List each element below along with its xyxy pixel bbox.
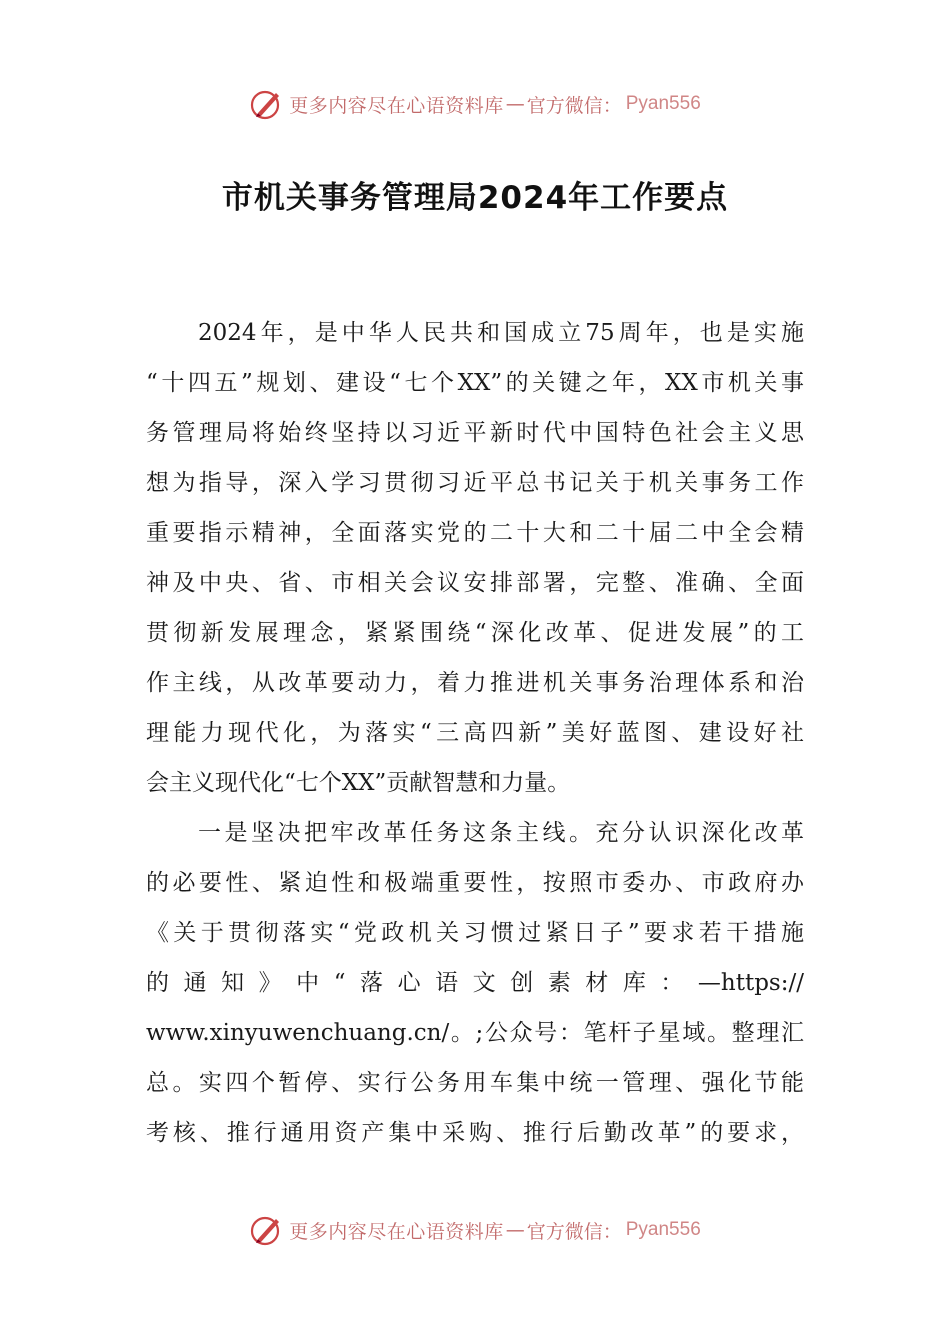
text-line: 的通知》中“落心语文创素材库：—https:// (146, 970, 804, 996)
text-line: 贯彻新发展理念，紧紧围绕“深化改革、促进发展”的工 (146, 620, 804, 646)
text-line: 总。实四个暂停、实行公务用车集中统一管理、强化节能 (146, 1070, 804, 1096)
banner-wechat-label: 官方微信： (526, 94, 622, 117)
document-body (146, 308, 804, 1158)
text-line: 想为指导，深入学习贯彻习近平总书记关于机关事务工作 (146, 470, 804, 496)
text-line: 重要指示精神，全面落实党的二十大和二十届二中全会精 (146, 520, 804, 546)
document-title: 市机关事务管理局2024年工作要点 (221, 180, 729, 216)
text-line: 神及中央、省、市相关会议安排部署，完整、准确、全面 (146, 570, 804, 596)
text-line: 《关于贯彻落实“党政机关习惯过紧日子”要求若干措施 (146, 920, 804, 946)
paragraph-item-one (146, 808, 804, 1158)
banner-separator: — (505, 1219, 525, 1241)
banner-wechat-id: Pyan556 (625, 93, 701, 114)
text-line: 理能力现代化，为落实“三高四新”美好蓝图、建设好社 (146, 720, 804, 746)
pen-logo-icon (249, 86, 285, 122)
footer-banner (0, 1210, 950, 1250)
text-line: 的必要性、紧迫性和极端重要性，按照市委办、市政府办 (146, 870, 804, 896)
banner-separator: — (505, 93, 525, 115)
banner-text: 更多内容尽在心语资料库 (289, 94, 504, 117)
header-banner (0, 84, 950, 124)
text-line: 务管理局将始终坚持以习近平新时代中国特色社会主义思 (146, 420, 804, 446)
text-line: 2024年，是中华人民共和国成立75周年，也是实施 (198, 320, 804, 346)
text-line: “十四五”规划、建设“七个XX”的关键之年，XX市机关事 (146, 370, 804, 396)
text-line: 会主义现代化“七个XX”贡献智慧和力量。 (146, 770, 571, 796)
banner-text: 更多内容尽在心语资料库 (289, 1220, 504, 1243)
banner-wechat-label: 官方微信： (526, 1220, 622, 1243)
text-line: www.xinyuwenchuang.cn/。;公众号：笔杆子星域。整理汇 (146, 1020, 804, 1046)
paragraph-intro (146, 308, 804, 808)
pen-logo-icon (249, 1212, 285, 1248)
text-line: 一是坚决把牢改革任务这条主线。充分认识深化改革 (198, 820, 804, 846)
text-line: 考核、推行通用资产集中采购、推行后勤改革”的要求， (146, 1120, 804, 1146)
text-line: 作主线，从改革要动力，着力推进机关事务治理体系和治 (146, 670, 804, 696)
banner-wechat-id: Pyan556 (625, 1219, 701, 1240)
